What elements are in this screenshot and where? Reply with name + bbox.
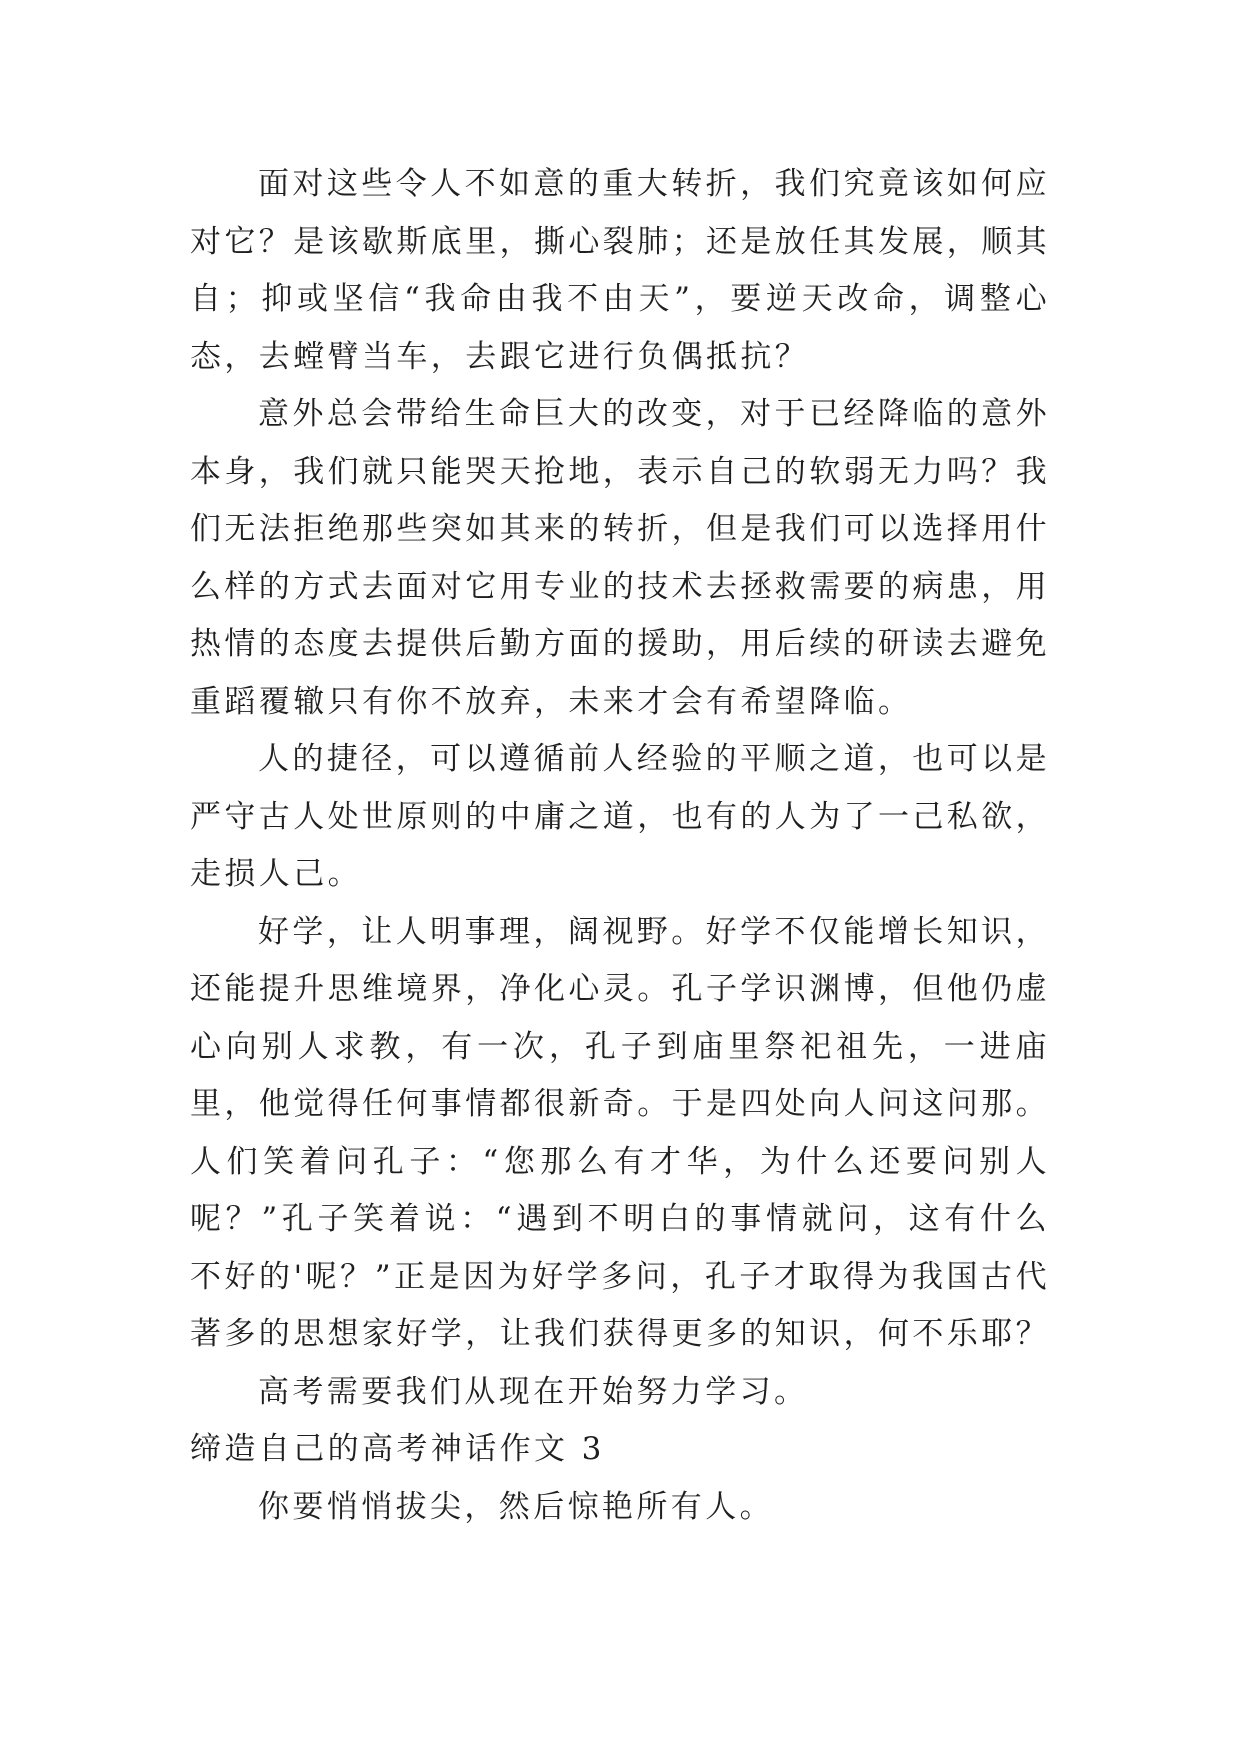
paragraph: 面对这些令人不如意的重大转折，我们究竟该如何应对它？是该歇斯底里，撕心裂肺；还是放任其发展，顺其自；抑或坚信“我命由我不由天”，要逆天改命，调整心态，去螳臂当车，去跟它进行负偶抵抗？ (190, 166, 1050, 375)
paragraph: 你要悄悄拔尖，然后惊艳所有人。 (258, 1488, 774, 1525)
document-body (190, 156, 1050, 1536)
paragraph: 高考需要我们从现在开始努力学习。 (258, 1373, 809, 1410)
paragraph: 意外总会带给生命巨大的改变，对于已经降临的意外本身，我们就只能哭天抢地，表示自己的软弱无力吗？我们无法拒绝那些突如其来的转折，但是我们可以选择用什么样的方式去面对它用专业的技术去拯救需要的病患，用热情的态度去提供后勤方面的援助，用后续的研读去避免重蹈覆辙只有你不放弃，未来才会有希望降临。 (190, 396, 1050, 720)
section-heading: 缔造自己的高考神话作文 3 (190, 1431, 605, 1467)
paragraph: 人的捷径，可以遵循前人经验的平顺之道，也可以是严守古人处世原则的中庸之道，也有的人为了一己私欲，走损人己。 (190, 741, 1050, 892)
paragraph: 好学，让人明事理，阔视野。好学不仅能增长知识，还能提升思维境界，净化心灵。孔子学识渊博，但他仍虚心向别人求教，有一次，孔子到庙里祭祀祖先，一进庙里，他觉得任何事情都很新奇。于是四处向人问这问那。人们笑着问孔子：“您那么有才华，为什么还要问别人呢？”孔子笑着说：“遇到不明白的事情就问，这有什么不好的'呢？”正是因为好学多问，孔子才取得为我国古代著多的思想家好学，让我们获得更多的知识，何不乐耶？ (190, 913, 1050, 1352)
